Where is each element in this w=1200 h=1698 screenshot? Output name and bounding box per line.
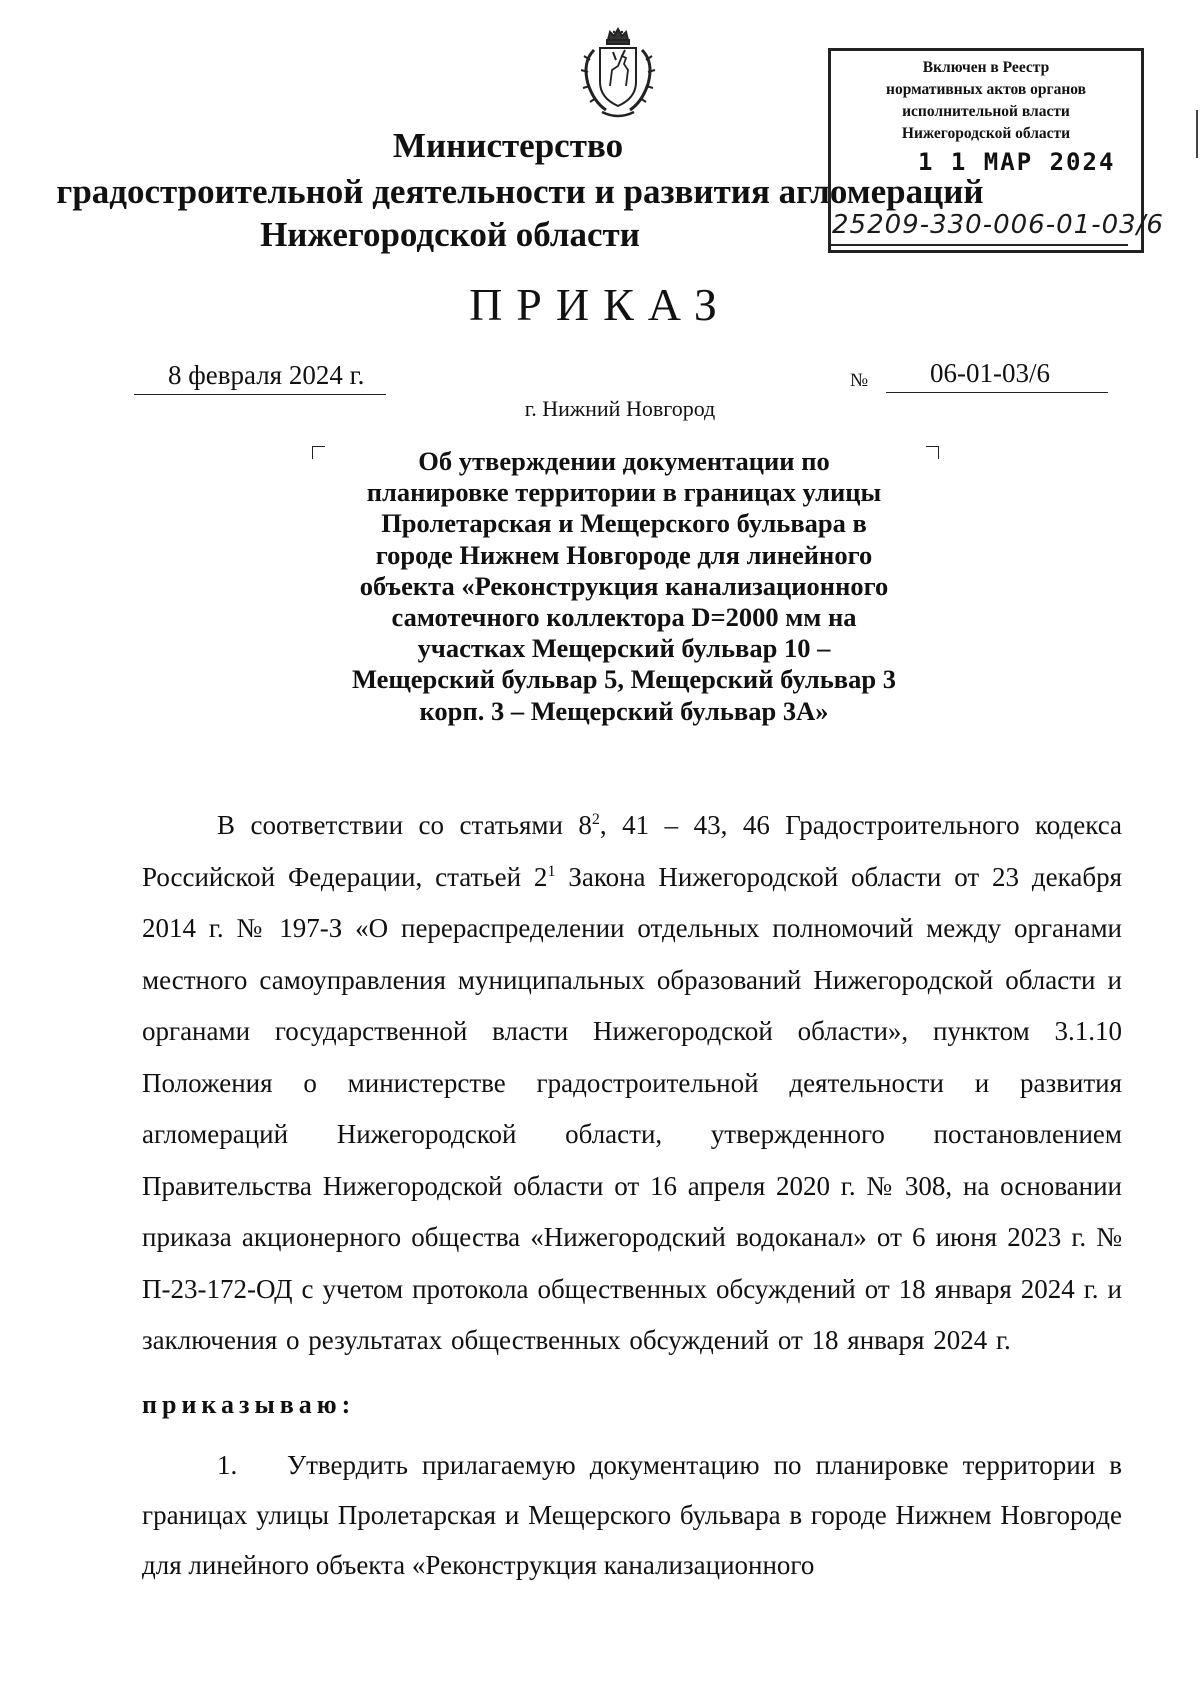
stamp-line: нормативных актов органов [886,81,1086,98]
subject-line: Мещерский бульвар 5, Мещерский бульвар 3 [351,664,896,695]
preamble-text: , 41 – 43, 46 Градостроительного кодекса Российской Федерации, статьей 2 [142,810,1122,892]
subject-line: участках Мещерский бульвар 10 – [417,633,831,664]
city-name: г. Нижний Новгород [524,396,716,421]
order-date: 8 февраля 2024 г. [168,360,365,390]
document-title: ПРИКАЗ [469,279,731,330]
preamble-text: В соответствии со статьями 8 [217,810,592,840]
subject-line: планировке территории в границах улицы [366,477,882,508]
stamp-underline [828,244,1128,246]
stamp-line: Нижегородской области [901,125,1071,142]
item-number: 1. [217,1450,238,1480]
decree-word: приказываю: [142,1390,356,1419]
superscript: 1 [547,862,556,880]
ministry-name-line2: градостроительной деятельности и развития агломераций [56,172,984,211]
ministry-name-line1: Министерство [392,126,624,165]
scan-edge-mark [1196,110,1198,158]
stamp-date: 1 1 МАР 2024 [918,148,1116,176]
subject-line: городе Нижнем Новгороде для линейного [375,539,873,570]
superscript: 2 [591,811,600,828]
stamp-line: исполнительной власти [902,103,1070,120]
coat-of-arms-icon [576,26,660,122]
item-text: Утвердить прилагаемую документацию по планировке территории в границах улицы Пролетарская и Мещерского бульвара в городе Нижнем Новгороде для линейного объекта «Реконструкция канализационного [142,1450,1122,1580]
order-subject [310,446,938,727]
ministry-name-line3: Нижегородской области [260,215,640,254]
number-underline [886,392,1108,393]
subject-line: Пролетарская и Мещерского бульвара в [381,508,867,539]
preamble-text: Закона Нижегородской области от 23 декабря 2014 г. № 197-З «О перераспределении отдельных полномочий между органами местного самоуправления муниципальных образований Нижегородской области и органами государственной власти Нижегородской области», пунктом 3.1.10 Положения о министерстве градостроительной деятельности и развития агломераций Нижегородской области, утвержденного постановлением Правительства Нижегородской области от 16 апреля 2020 г. № 308, на основании приказа акционерного общества «Нижегородский водоканал» от 6 июня 2023 г. № П-23-172-ОД с учетом протокола общественных обсуждений от 18 января 2024 г. и заключения о результатах общественных обсуждений от 18 января 2024 г. [142,861,1122,1355]
subject-line: объекта «Реконструкция канализационного [359,570,889,601]
subject-line: корп. 3 – Мещерский бульвар 3А» [419,695,829,726]
subject-line: самотечного коллектора D=2000 мм на [391,602,857,633]
preamble-paragraph [142,800,1122,1367]
order-number: 06-01-03/6 [930,358,1050,388]
stamp-line: Включен в Реестр [922,59,1050,76]
number-sign: № [850,370,869,391]
date-underline [134,394,386,395]
order-item-1 [142,1440,1122,1590]
stamp-registration-number: 25209-330-006-01-03/6 [832,210,1164,240]
subject-line: Об утверждении документации по [418,446,830,476]
